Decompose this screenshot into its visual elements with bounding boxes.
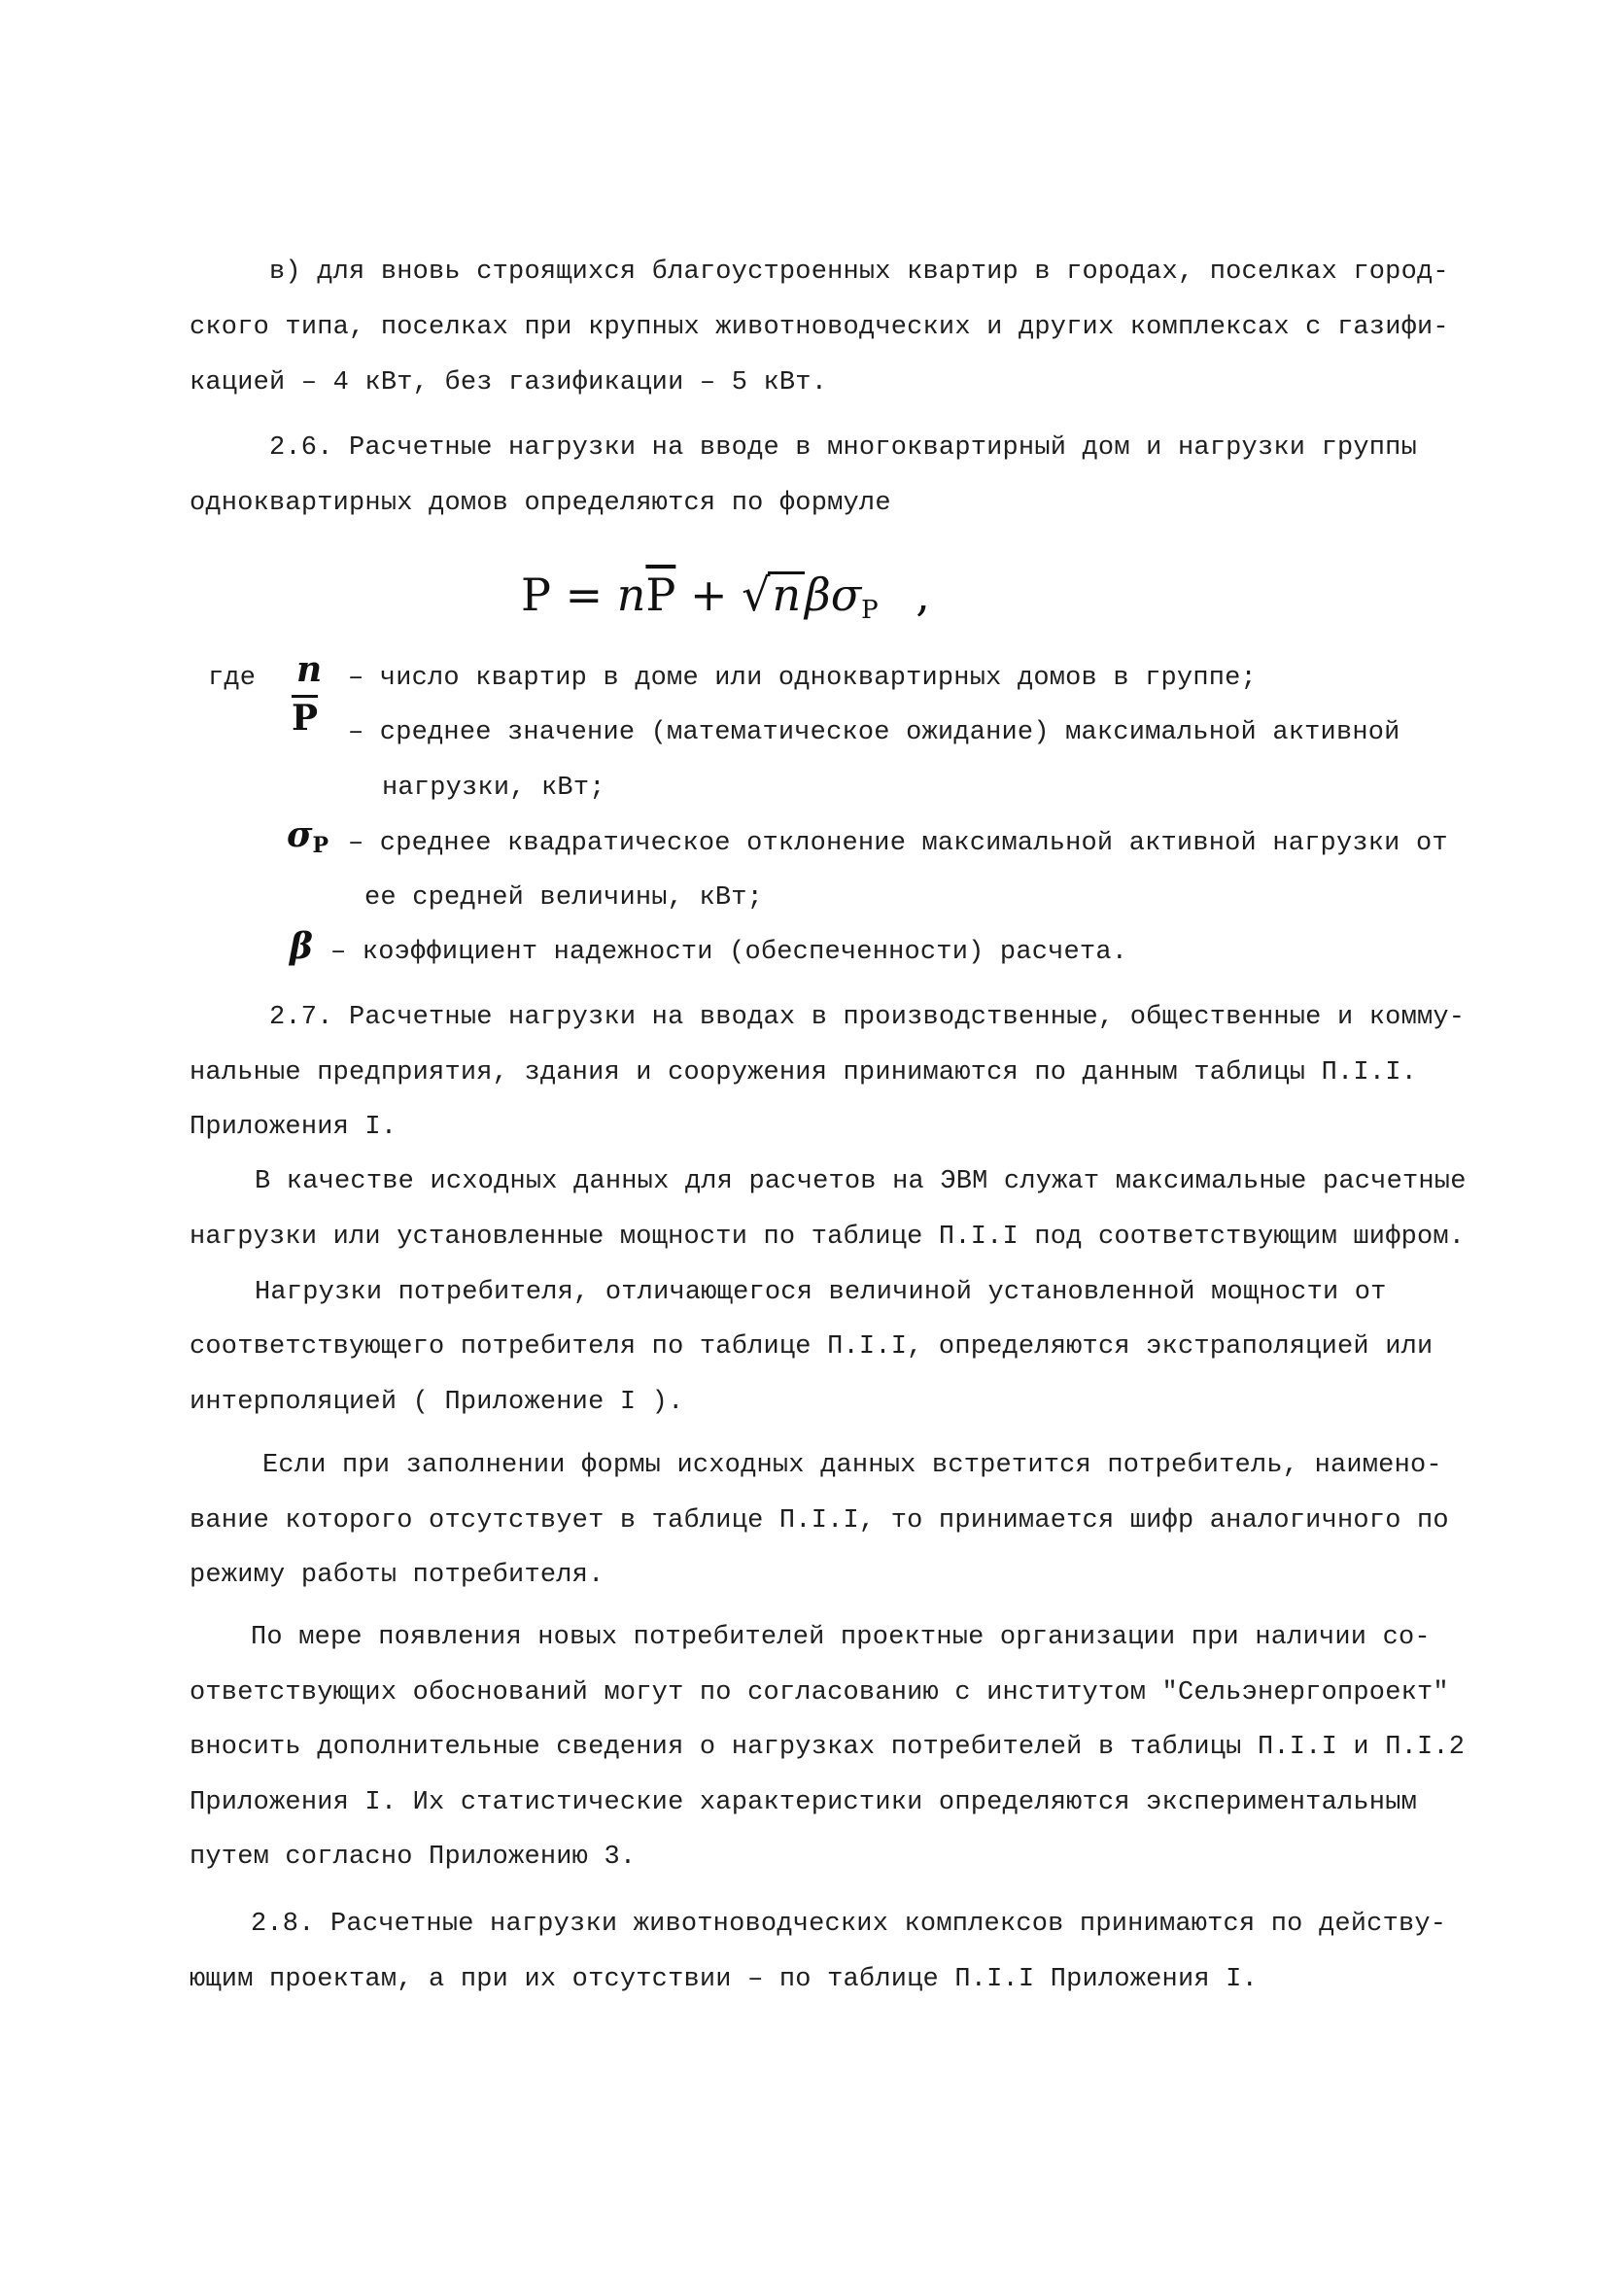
legend-text-pbar: – среднее значение (математическое ожидание) максимальной активной	[348, 718, 1400, 747]
text-line: интерполяцией ( Приложение I ).	[190, 1388, 684, 1417]
legend-text-sigma-cont: ее средней величины, кВт;	[364, 883, 764, 913]
legend-text-sigma: – среднее квадратическое отклонение максимальной активной нагрузки от	[348, 829, 1448, 858]
text-line: По мере появления новых потребителей проектные организации при наличии со-	[251, 1623, 1431, 1652]
section-2-7-heading: 2.7. Расчетные нагрузки на вводах в производственные, общественные и комму-	[269, 1003, 1466, 1032]
text-line: одноквартирных домов определяются по формуле	[190, 489, 891, 518]
legend-text-pbar-cont: нагрузки, кВт;	[382, 774, 605, 803]
text-line: ющим проектам, а при их отсутствии – по таблице П.I.I Приложения I.	[190, 1965, 1258, 1994]
formula-sigma-subscript: P	[861, 596, 879, 625]
text-line: вание которого отсутствует в таблице П.I.I, то принимается шифр аналогичного по	[190, 1506, 1449, 1535]
legend-symbol-pbar: $\overline{P}$	[292, 698, 319, 739]
section-2-6-heading: 2.6. Расчетные нагрузки на вводе в многоквартирный дом и нагрузки группы	[269, 433, 1417, 463]
formula-beta: β	[805, 569, 831, 621]
text-line: соответствующего потребителя по таблице П.I.I, определяются экстраполяцией или	[190, 1332, 1434, 1362]
legend-text-n: – число квартир в доме или одноквартирных домов в группе;	[348, 664, 1257, 693]
text-line: Если при заполнении формы исходных данных встретится потребитель, наимено-	[262, 1451, 1442, 1480]
legend-symbol-beta: β	[290, 926, 313, 967]
text-line: нагрузки или установленные мощности по таблице П.I.I под соответствующим шифром.	[190, 1223, 1466, 1252]
text-line: Нагрузки потребителя, отличающегося величиной установленной мощности от	[255, 1278, 1387, 1307]
text-line: ского типа, поселках при крупных животноводческих и других комплексах с газифи-	[190, 313, 1449, 342]
legend-sigma-glyph: σ	[287, 814, 313, 855]
text-line: вносить дополнительные сведения о нагрузках потребителей в таблицы П.I.I и П.I.2	[190, 1733, 1466, 1762]
text-line: нальные предприятия, здания и сооружения принимаются по данным таблицы П.I.I.	[190, 1058, 1418, 1087]
text-line: Приложения I. Их статистические характеристики определяются экспериментальным	[190, 1788, 1418, 1817]
formula-plus: +	[689, 569, 728, 621]
formula-sigma: σ	[830, 569, 862, 621]
formula-sqrt-n: n	[768, 571, 805, 615]
formula-lhs: P	[521, 569, 551, 621]
sqrt-sign-icon: √	[742, 569, 771, 621]
formula-comma: ,	[916, 569, 930, 621]
text-line: путем согласно Приложению 3.	[190, 1843, 637, 1872]
section-2-8-heading: 2.8. Расчетные нагрузки животноводческих комплексов принимаются по действу-	[251, 1910, 1447, 1939]
legend-where-label: где	[208, 664, 257, 693]
legend-symbol-n: n	[296, 649, 323, 690]
load-formula	[521, 569, 930, 625]
text-line: ответствующих обоснований могут по согласованию с институтом "Сельэнергопроект"	[190, 1678, 1449, 1708]
formula-n: n	[616, 569, 646, 621]
legend-sigma-subscript: P	[312, 833, 329, 858]
legend-symbol-sigma	[287, 814, 328, 858]
text-line: в) для вновь строящихся благоустроенных квартир в городах, поселках город-	[269, 258, 1449, 287]
text-line: В качестве исходных данных для расчетов на ЭВМ служат максимальные расчетные	[255, 1167, 1467, 1196]
text-line: режиму работы потребителя.	[190, 1561, 605, 1590]
formula-pbar: $\overline{P}$	[645, 569, 676, 621]
text-line: Приложения I.	[190, 1113, 397, 1142]
legend-text-beta: – коэффициент надежности (обеспеченности) расчета.	[330, 938, 1128, 967]
text-line: кацией – 4 кВт, без газификации – 5 кВт.	[190, 368, 828, 397]
formula-equals: =	[565, 569, 604, 621]
